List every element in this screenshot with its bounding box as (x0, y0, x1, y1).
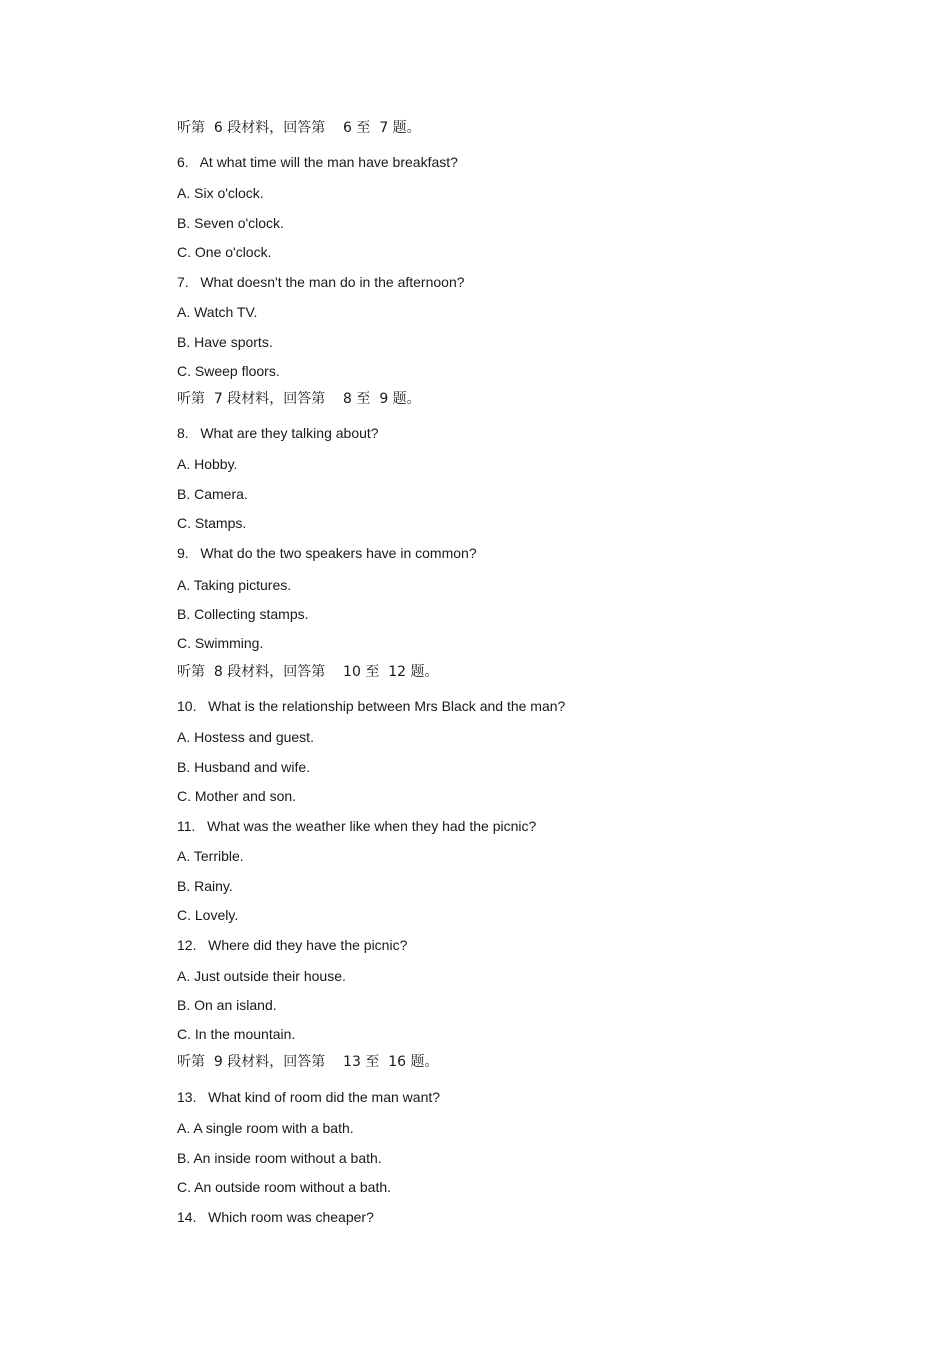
answer-option: C. An outside room without a bath. (177, 1179, 392, 1195)
answer-option: B. Have sports. (177, 334, 273, 350)
answer-option: A. Hostess and guest. (177, 729, 314, 745)
answer-option: C. In the mountain. (177, 1026, 296, 1042)
answer-option: A. Hobby. (177, 456, 238, 472)
answer-option: B. Husband and wife. (177, 759, 311, 775)
answer-option: C. Sweep floors. (177, 363, 280, 379)
answer-option: A. Terrible. (177, 848, 244, 864)
answer-option: C. One o'clock. (177, 244, 272, 260)
answer-option: C. Swimming. (177, 635, 264, 651)
question-text: 10. What is the relationship between Mrs Black and the man? (177, 698, 566, 714)
question-text: 7. What doesn't the man do in the afternoon? (177, 274, 465, 290)
question-text: 14. Which room was cheaper? (177, 1209, 374, 1225)
answer-option: A. Watch TV. (177, 304, 258, 320)
answer-option: B. On an island. (177, 997, 277, 1013)
answer-option: A. A single room with a bath. (177, 1120, 354, 1136)
answer-option: A. Taking pictures. (177, 577, 292, 593)
section-heading: 听第 6 段材料，回答第 6 至 7 题。 (177, 120, 421, 136)
answer-option: C. Lovely. (177, 907, 239, 923)
answer-option: B. Camera. (177, 486, 248, 502)
section-heading: 听第 9 段材料，回答第 13 至 16 题。 (177, 1054, 439, 1070)
answer-option: A. Six o'clock. (177, 185, 264, 201)
section-heading: 听第 7 段材料，回答第 8 至 9 题。 (177, 391, 421, 407)
question-text: 12. Where did they have the picnic? (177, 937, 408, 953)
answer-option: B. Seven o'clock. (177, 215, 284, 231)
answer-option: C. Mother and son. (177, 788, 297, 804)
answer-option: A. Just outside their house. (177, 968, 346, 984)
answer-option: B. An inside room without a bath. (177, 1150, 382, 1166)
question-text: 9. What do the two speakers have in common? (177, 545, 477, 561)
section-heading: 听第 8 段材料，回答第 10 至 12 题。 (177, 664, 439, 680)
question-text: 6. At what time will the man have breakfast? (177, 154, 458, 170)
answer-option: B. Collecting stamps. (177, 606, 309, 622)
question-text: 13. What kind of room did the man want? (177, 1089, 441, 1105)
answer-option: B. Rainy. (177, 878, 233, 894)
answer-option: C. Stamps. (177, 515, 247, 531)
question-text: 8. What are they talking about? (177, 425, 379, 441)
question-text: 11. What was the weather like when they had the picnic? (177, 818, 537, 834)
